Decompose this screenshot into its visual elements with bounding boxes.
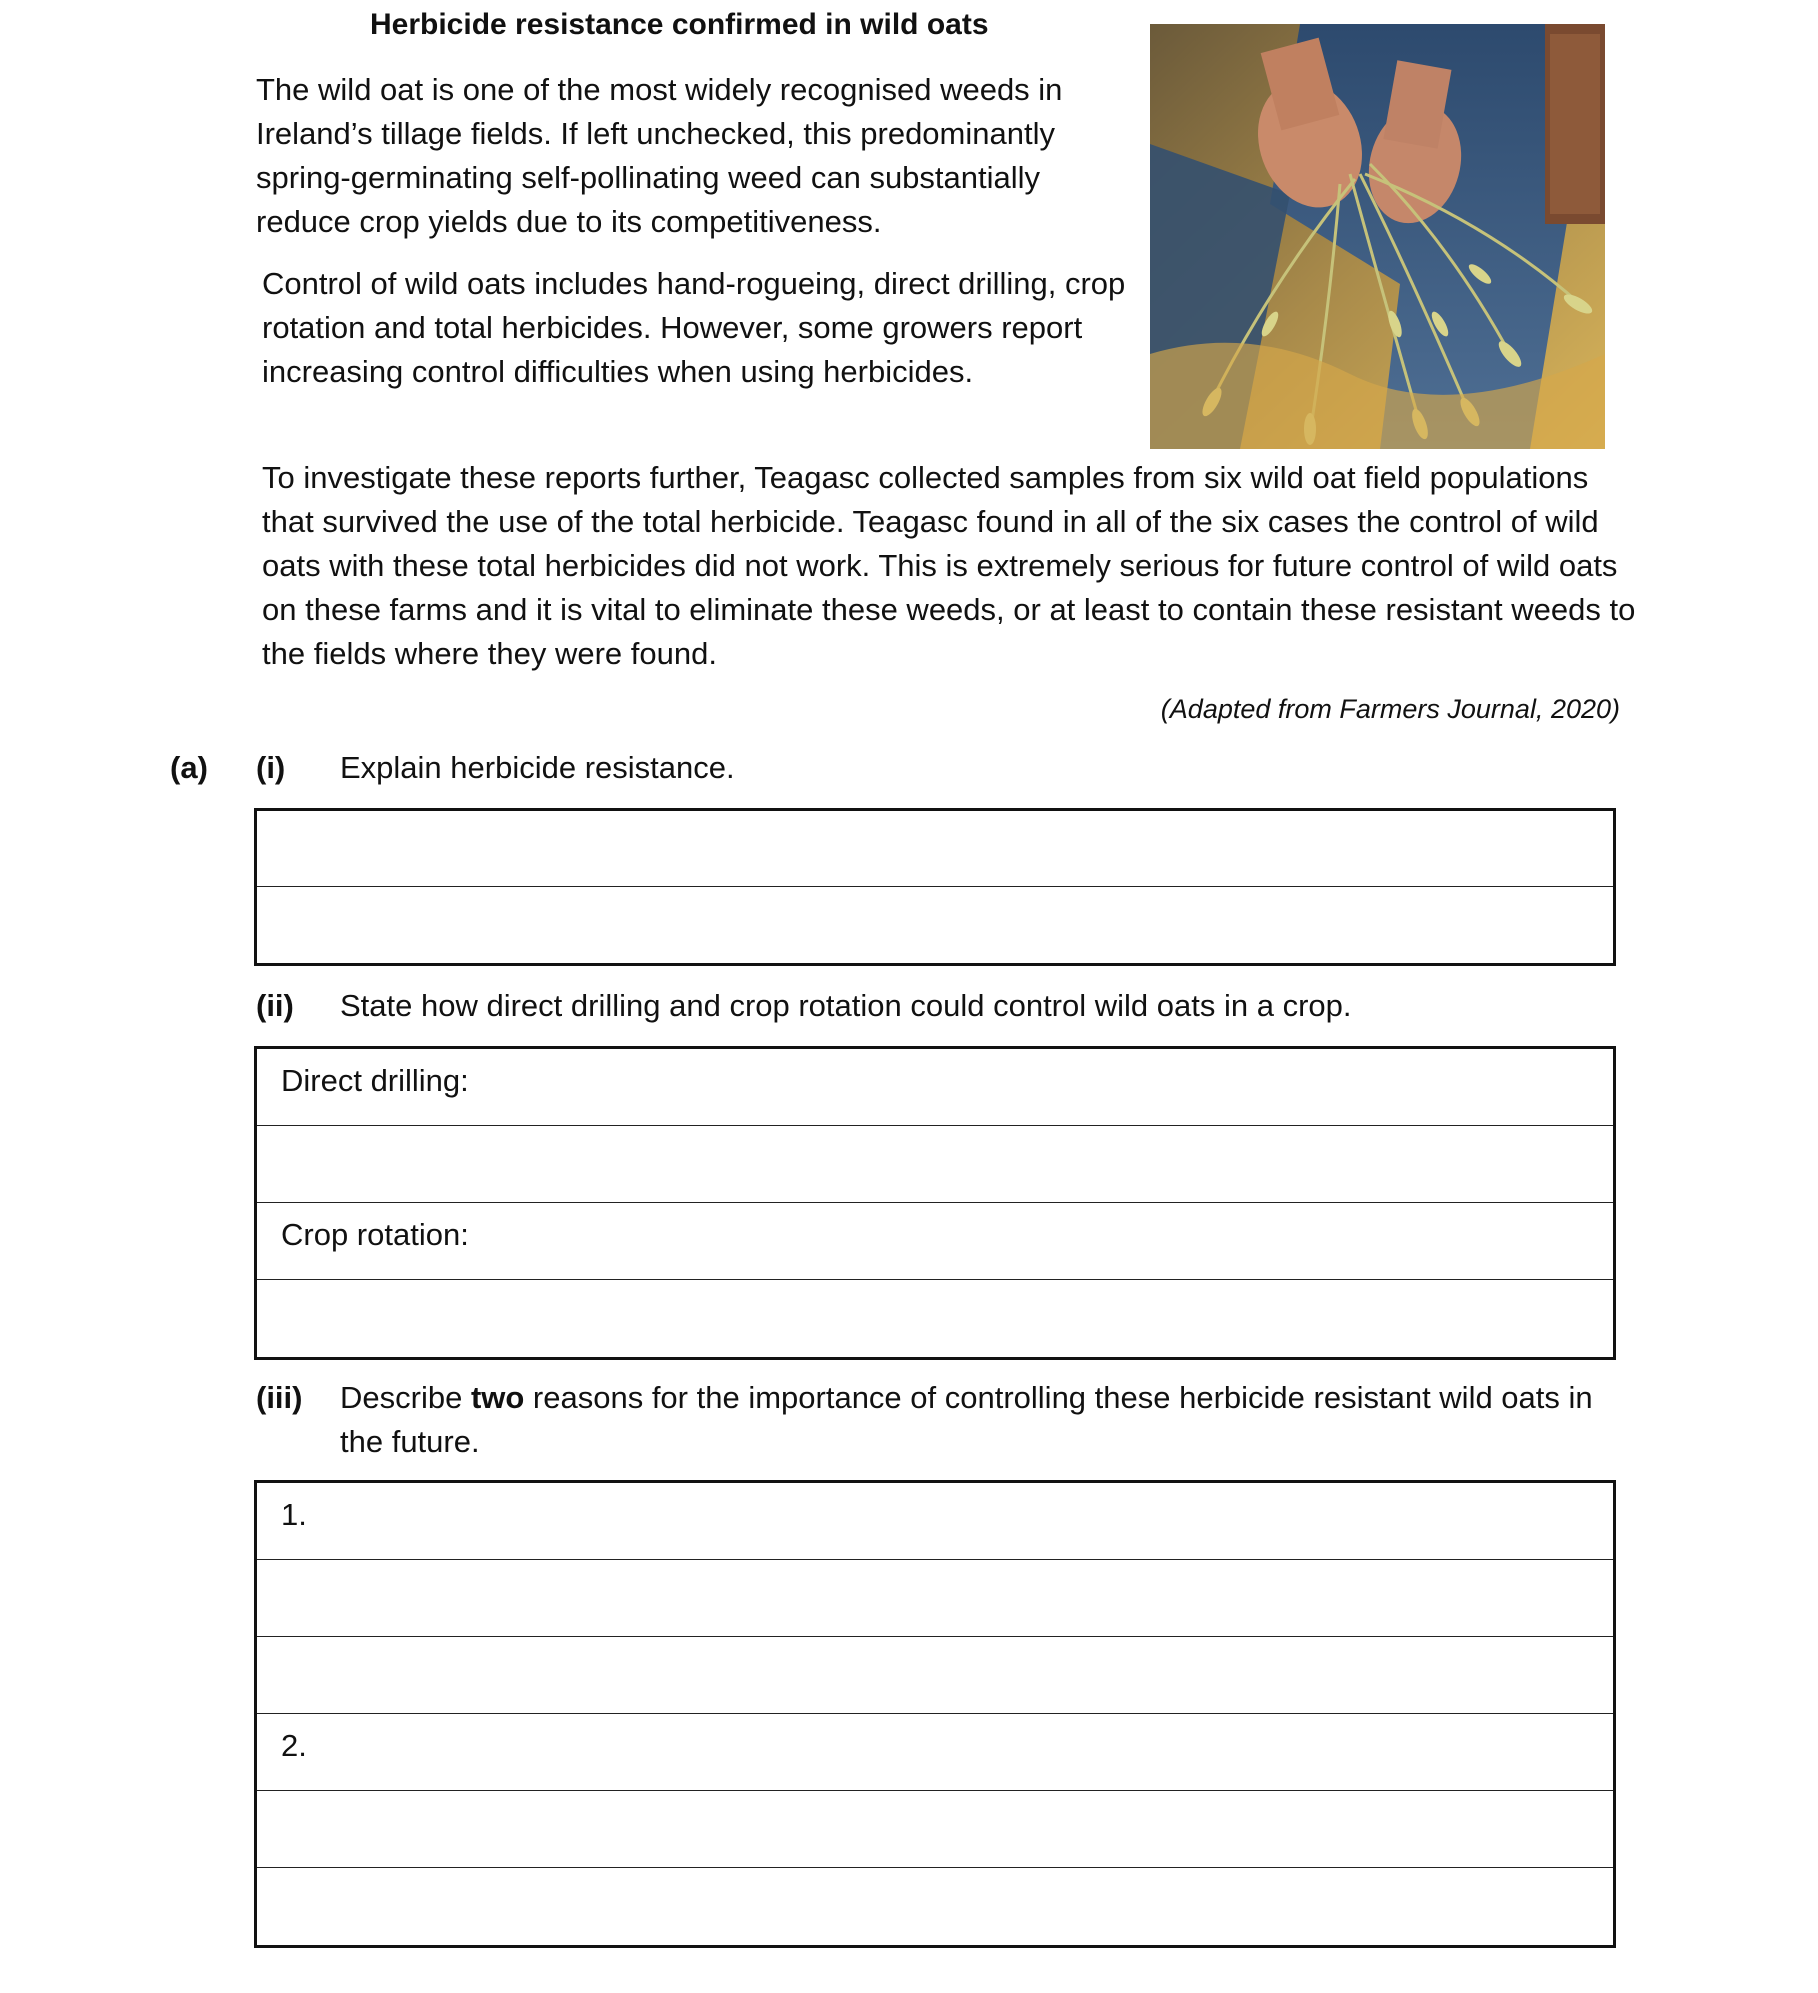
- item-1-label: 1.: [281, 1497, 307, 1532]
- answer-line-item-1[interactable]: [257, 1483, 1613, 1560]
- article-source: (Adapted from Farmers Journal, 2020): [1160, 694, 1620, 724]
- crop-rotation-label: Crop rotation:: [281, 1217, 469, 1252]
- wild-oats-photo: [1150, 24, 1605, 449]
- answer-box-i: [254, 808, 1616, 966]
- sub-iii-text-bold: two: [470, 1380, 525, 1415]
- sub-ii-text: State how direct drilling and crop rotation could control wild oats in a crop.: [340, 988, 1352, 1023]
- sub-iii-text: [340, 1376, 1620, 1464]
- article-paragraph-1: The wild oat is one of the most widely recognised weeds in Ireland’s tillage fields. If left unchecked, this predominantly spring-germinating self-pollinating weed can substantially reduce crop yields due to its competitiveness.: [256, 72, 1063, 239]
- answer-line-crop-rotation[interactable]: [257, 1203, 1613, 1280]
- article-title: Herbicide resistance confirmed in wild oats: [370, 8, 989, 41]
- sub-ii-label: (ii): [256, 988, 294, 1023]
- sub-iii-text-after: reasons for the importance of controlling these herbicide resistant wild oats in the future.: [340, 1380, 1593, 1459]
- article-paragraph-3: To investigate these reports further, Teagasc collected samples from six wild oat field populations that survived the use of the total herbicide. Teagasc found in all of the six cases the control of wild oats with these total herbicides did not work. This is extremely serious for future control of wild oats on these farms and it is vital to eliminate these weeds, or at least to contain these resistant weeds to the fields where they were found.: [262, 460, 1636, 671]
- answer-line[interactable]: [257, 1868, 1613, 1945]
- answer-line[interactable]: [257, 1560, 1613, 1637]
- direct-drilling-label: Direct drilling:: [281, 1063, 469, 1098]
- answer-line[interactable]: [257, 811, 1613, 887]
- answer-line[interactable]: [257, 1126, 1613, 1203]
- answer-line[interactable]: [257, 887, 1613, 963]
- answer-line-direct-drilling[interactable]: [257, 1049, 1613, 1126]
- answer-box-ii: [254, 1046, 1616, 1360]
- sub-i-text: Explain herbicide resistance.: [340, 750, 735, 785]
- sub-iii-text-before: Describe: [340, 1380, 471, 1415]
- hands-holding-wild-oats-photo-icon: [1150, 24, 1605, 449]
- article-paragraph-2: Control of wild oats includes hand-rogueing, direct drilling, crop rotation and total herbicides. However, some growers report increasing control difficulties when using herbicides.: [262, 266, 1126, 389]
- answer-box-iii: [254, 1480, 1616, 1948]
- sub-iii-label: (iii): [256, 1380, 303, 1415]
- answer-line[interactable]: [257, 1280, 1613, 1357]
- answer-line-item-2[interactable]: [257, 1714, 1613, 1791]
- item-2-label: 2.: [281, 1728, 307, 1763]
- answer-line[interactable]: [257, 1637, 1613, 1714]
- answer-line[interactable]: [257, 1791, 1613, 1868]
- part-a-label: (a): [170, 750, 208, 785]
- sub-i-label: (i): [256, 750, 286, 785]
